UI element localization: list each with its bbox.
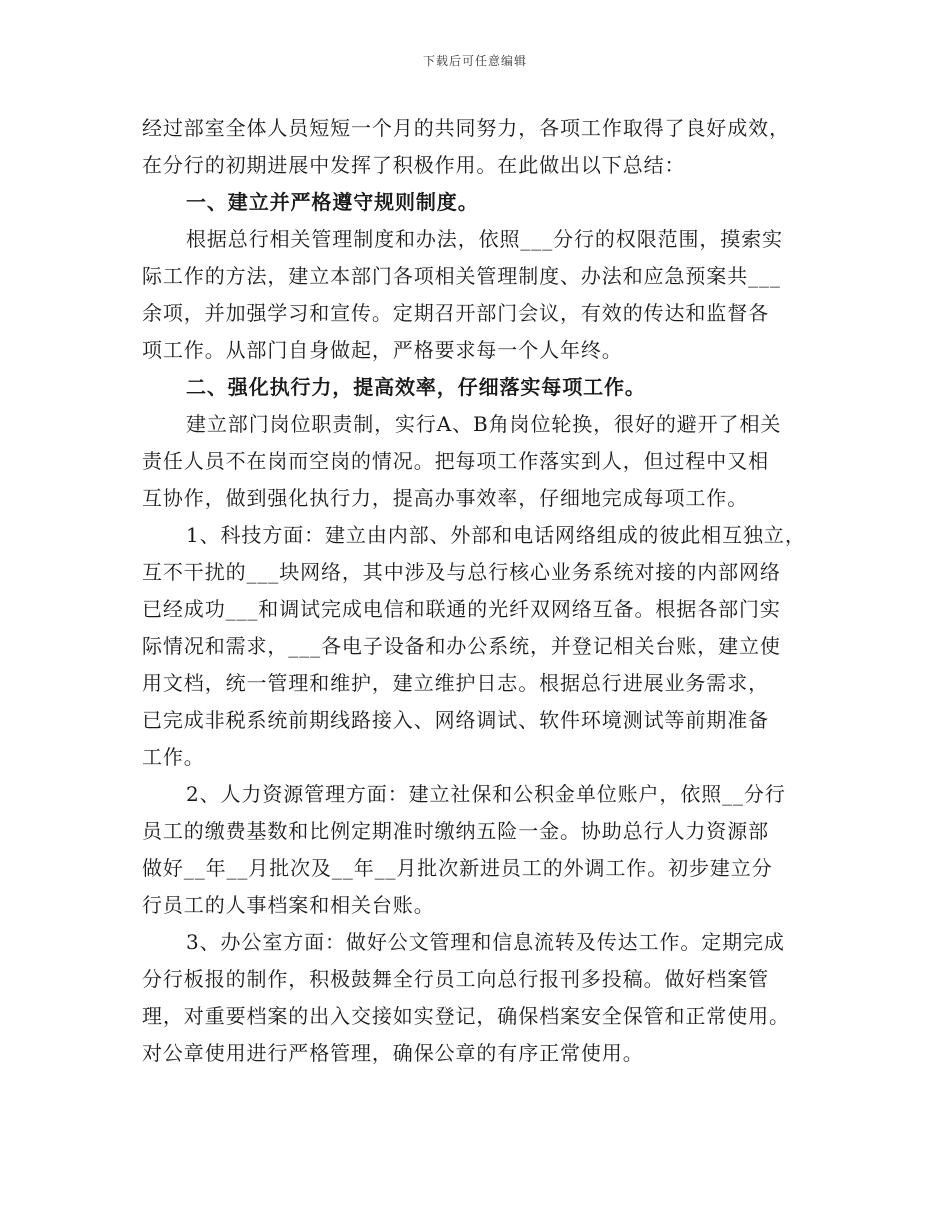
text-line: 余项，并加强学习和宣传。定期召开部门会议，有效的传达和监督各 [142,301,769,325]
text-line: 根据总行相关管理制度和办法，依照___分行的权限范围，摸索实 [186,227,783,251]
text-line: 工作。 [142,745,205,769]
text-line: 建立部门岗位职责制，实行A、B角岗位轮换，很好的避开了相关 [186,412,782,436]
text-line: 用文档，统一管理和维护，建立维护日志。根据总行进展业务需求， [142,671,769,695]
text-line: 在分行的初期进展中发挥了积极作用。在此做出以下总结： [142,153,686,177]
text-line: 经过部室全体人员短短一个月的共同努力，各项工作取得了良好成效， [142,116,790,140]
text-line: 责任人员不在岗而空岗的情况。把每项工作落实到人，但过程中又相 [142,449,769,473]
page-header: 下载后可任意编辑 [422,54,527,68]
text-line: 2、人力资源管理方面：建立社保和公积金单位账户，依照__分行 [186,782,786,806]
text-line: 互协作，做到强化执行力，提高办事效率，仔细地完成每项工作。 [142,486,749,510]
text-line: 员工的缴费基数和比例定期准时缴纳五险一金。协助总行人力资源部 [142,819,769,843]
text-line: 理，对重要档案的出入交接如实登记，确保档案安全保管和正常使用。 [142,1004,790,1028]
text-line: 际工作的方法，建立本部门各项相关管理制度、办法和应急预案共___ [142,264,781,288]
text-line: 1、科技方面：建立由内部、外部和电话网络组成的彼此相互独立， [186,523,806,547]
text-line: 行员工的人事档案和相关台账。 [142,893,435,917]
text-line: 分行板报的制作，积极鼓舞全行员工向总行报刊多投稿。做好档案管 [142,967,769,991]
text-line: 做好__年__月批次及__年__月批次新进员工的外调工作。初步建立分 [142,856,773,880]
text-line: 对公章使用进行严格管理，确保公章的有序正常使用。 [142,1041,644,1065]
text-line: 项工作。从部门自身做起，严格要求每一个人年终。 [142,338,623,362]
section-heading-1: 一、建立并严格遵守规则制度。 [186,190,479,214]
text-line: 际情况和需求，___各电子设备和办公系统，并登记相关台账，建立使 [142,634,781,658]
text-line: 3、办公室方面：做好公文管理和信息流转及传达工作。定期完成 [186,930,785,954]
document-body [142,110,822,1072]
text-line: 互不干扰的___块网络，其中涉及与总行核心业务系统对接的内部网络 [142,560,781,584]
section-heading-2: 二、强化执行力，提高效率，仔细落实每项工作。 [186,375,646,399]
text-line: 已经成功___和调试完成电信和联通的光纤双网络互备。根据各部门实 [142,597,781,621]
text-line: 已完成非税系统前期线路接入、网络调试、软件环境测试等前期准备 [142,708,769,732]
